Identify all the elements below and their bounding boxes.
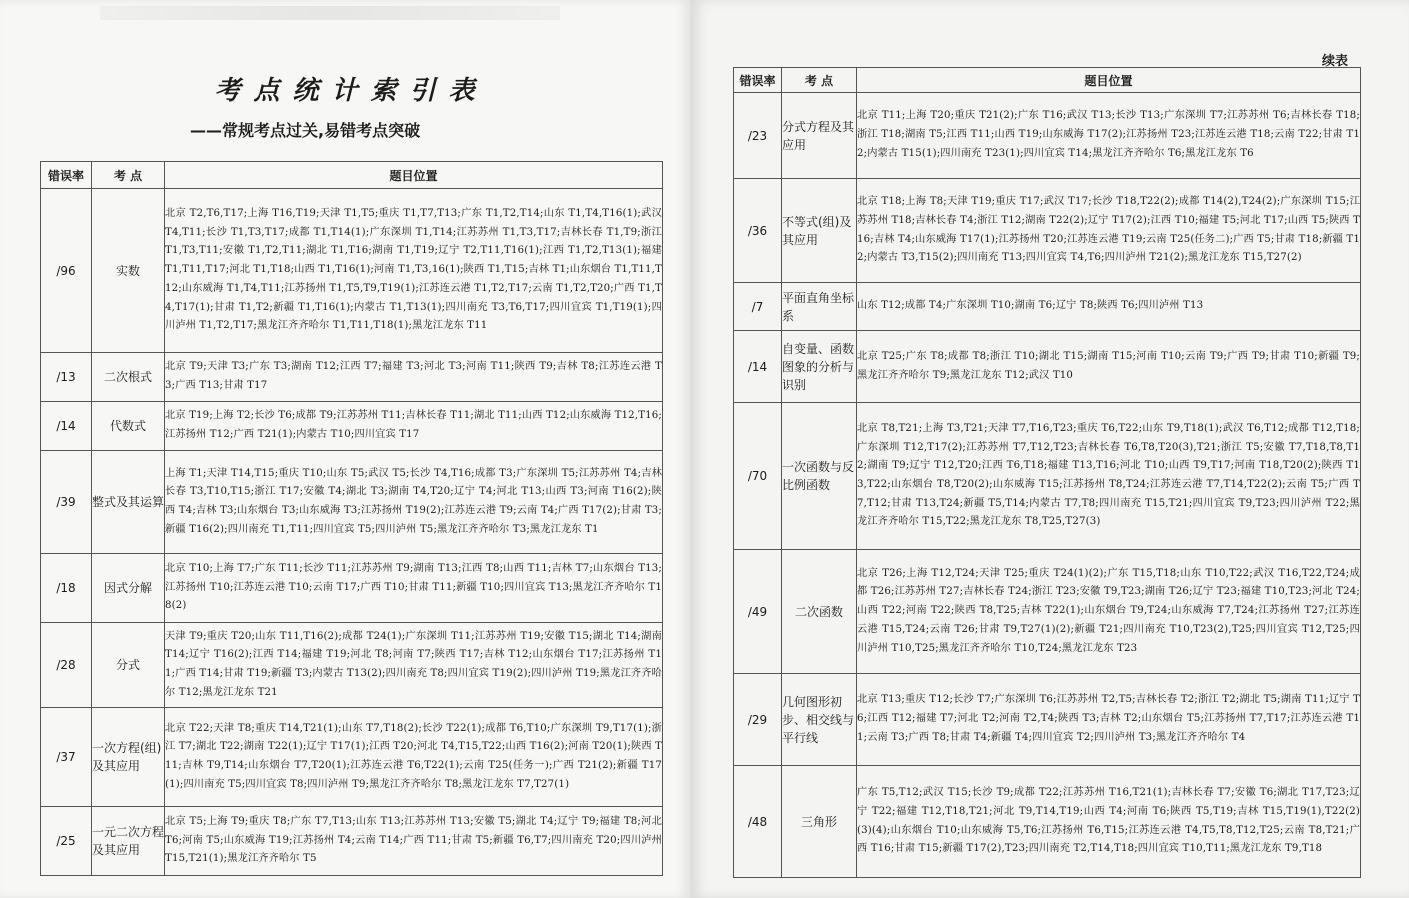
row-topic: 实数: [92, 189, 165, 353]
row-rate: /28: [41, 623, 92, 708]
row-positions: 北京 T9;天津 T3;广东 T3;湖南 T12;江西 T7;福建 T3;河北 T3;河南 T11;陕西 T9;吉林 T8;江苏连云港 T3;广西 T13;甘肃 T17: [165, 353, 663, 402]
row-topic: 几何图形初步、相交线与平行线: [782, 674, 857, 766]
table-row: [41, 554, 663, 623]
row-topic: 整式及其运算: [92, 451, 165, 554]
row-topic: 二次函数: [782, 550, 857, 674]
row-rate: /48: [734, 766, 782, 878]
row-topic: 分式方程及其应用: [782, 93, 857, 179]
table-row: [734, 766, 1361, 878]
row-positions: 北京 T13;重庆 T12;长沙 T7;广东深圳 T6;江苏苏州 T2,T5;吉林长春 T2;浙江 T2;湖北 T5;湖南 T11;辽宁 T6;江西 T12;福建 T7;河北 T2;河南 T2,T4;陕西 T3;吉林 T2;山东烟台 T5;江苏扬州 T7,T17;江苏连云港 T11;云南 T3;广西 T8;甘肃 T4;新疆 T4;四川宜宾 T2;四川泸州 T3;黑龙江齐齐哈尔 T4: [857, 674, 1361, 766]
row-positions: 山东 T12;成都 T4;广东深圳 T10;湖南 T6;辽宁 T8;陕西 T6;四川泸州 T13: [857, 283, 1361, 331]
row-positions: 天津 T9;重庆 T20;山东 T11,T16(2);成都 T24(1);广东深圳 T11;江苏苏州 T19;安徽 T15;湖北 T14;湖南 T14;辽宁 T16(2);江西 T14;福建 T19;河北 T8;河南 T7;陕西 T17;吉林 T12;山东烟台 T17;江苏扬州 T11;广西 T14;甘肃 T19;新疆 T3;内蒙古 T13(2);四川南充 T8;四川宜宾 T19(2);四川泸州 T19;黑龙江齐齐哈尔 T12;黑龙江龙东 T21: [165, 623, 663, 708]
row-topic: 一次方程(组)及其应用: [92, 708, 165, 807]
row-rate: /39: [41, 451, 92, 554]
row-positions: 北京 T18;上海 T8;天津 T19;重庆 T17;武汉 T17;长沙 T18,T22(2);成都 T14(2),T24(2);广东深圳 T15;江苏苏州 T18;吉林长春 T4;浙江 T12;湖南 T22(2);辽宁 T17(2);江西 T10;福建 T5;河北 T17;山西 T5;陕西 T16;吉林 T4;山东威海 T17(1);江苏扬州 T20;江苏连云港 T19;云南 T25(任务二);广西 T5;甘肃 T18;新疆 T12;内蒙古 T3,T15(2);四川南充 T13;四川宜宾 T4,T6;四川泸州 T21(2);黑龙江龙东 T15,T27(2): [857, 179, 1361, 283]
row-topic: 平面直角坐标系: [782, 283, 857, 331]
row-topic: 一次函数与反比例函数: [782, 403, 857, 550]
table-row: [734, 550, 1361, 674]
table-header-row: [41, 162, 663, 189]
row-topic: 分式: [92, 623, 165, 708]
row-rate: /49: [734, 550, 782, 674]
table-row: [41, 623, 663, 708]
header-rate: 错误率: [734, 68, 782, 93]
table-row: [734, 331, 1361, 403]
row-positions: 广东 T5,T12;武汉 T15;长沙 T9;成都 T22;江苏苏州 T16,T21(1);吉林长春 T7;安徽 T6;湖北 T17,T23;辽宁 T22;福建 T12,T18,T21;河北 T9,T14,T19;山西 T4;河南 T6;陕西 T5,T19;吉林 T15,T19(1),T22(2)(3)(4);山东烟台 T10;山东威海 T5,T6;江苏扬州 T6,T15;江苏连云港 T4,T5,T8,T12,T25;云南 T8,T21;广西 T16;甘肃 T15;新疆 T17(2),T23;四川南充 T2,T14,T18;四川宜宾 T10,T11;黑龙江龙东 T9,T18: [857, 766, 1361, 878]
table-row: [41, 451, 663, 554]
row-rate: /37: [41, 708, 92, 807]
row-rate: /36: [734, 179, 782, 283]
row-rate: /29: [734, 674, 782, 766]
page-subtitle: ——常规考点过关,易错考点突破: [190, 121, 421, 140]
row-positions: 北京 T22;天津 T8;重庆 T14,T21(1);山东 T7,T18(2);长沙 T22(1);成都 T6,T10;广东深圳 T9,T17(1);浙江 T7;湖北 T22;湖南 T22(1);辽宁 T17(1);江西 T20;河北 T4,T15,T22;山西 T16(2);河南 T20(1);陕西 T11;吉林 T9,T14;山东烟台 T7,T20(1);江苏连云港 T6,T22(1);云南 T25(任务一);广西 T21(2);新疆 T17(1);四川南充 T5;四川宜宾 T8;四川泸州 T9;黑龙江齐齐哈尔 T8;黑龙江龙东 T7,T27(1): [165, 708, 663, 807]
row-positions: 上海 T1;天津 T14,T15;重庆 T10;山东 T5;武汉 T5;长沙 T4,T16;成都 T3;广东深圳 T5;江苏苏州 T4;吉林长春 T3,T10,T15;浙江 T17;安徽 T4;湖北 T3;湖南 T4,T20;辽宁 T4;河北 T13;山西 T3;河南 T16(2);陕西 T4;吉林 T3;山东烟台 T3;山东威海 T3;江苏扬州 T19(2);江苏连云港 T9;云南 T4;广西 T17(2);甘肃 T3;新疆 T16(2);四川南充 T1,T11;四川宜宾 T5;四川泸州 T5;黑龙江齐齐哈尔 T3;黑龙江龙东 T1: [165, 451, 663, 554]
row-topic: 二次根式: [92, 353, 165, 402]
header-position: 题目位置: [857, 68, 1361, 93]
row-positions: 北京 T11;上海 T20;重庆 T21(2);广东 T16;武汉 T13;长沙 T13;广东深圳 T7;江苏苏州 T6;吉林长春 T18;浙江 T18;湖南 T5;江西 T11;山西 T19;山东威海 T17(2);江苏扬州 T23;江苏连云港 T18;云南 T22;甘肃 T12;内蒙古 T15(1);四川南充 T23(1);四川宜宾 T14;黑龙江齐齐哈尔 T6;黑龙江龙东 T6: [857, 93, 1361, 179]
table-row: [734, 674, 1361, 766]
row-rate: /23: [734, 93, 782, 179]
row-positions: 北京 T8,T21;上海 T3,T21;天津 T7,T16,T23;重庆 T6,T22;山东 T9,T18(1);武汉 T6,T12;成都 T12,T18;广东深圳 T12,T17(2);江苏苏州 T7,T12,T23;吉林长春 T6,T8,T20(3),T21;浙江 T5;安徽 T7,T18,T8,T12;湖南 T9;辽宁 T12,T20;江西 T6,T18;福建 T13,T16;河北 T10;山西 T9,T17;河南 T18,T20(2);陕西 T13,T22;山东烟台 T8,T20(2);山东威海 T15;江苏扬州 T8,T24;江苏连云港 T7,T14,T22(2);云南 T5;广西 T7,T12;甘肃 T13,T24;新疆 T5,T14;内蒙古 T7,T8;四川南充 T15,T21;四川宜宾 T9,T23;四川泸州 T22;黑龙江齐齐哈尔 T15,T22;黑龙江龙东 T8,T25,T27(3): [857, 403, 1361, 550]
row-topic: 代数式: [92, 402, 165, 451]
row-positions: 北京 T19;上海 T2;长沙 T6;成都 T9;江苏苏州 T11;吉林长春 T11;湖北 T11;山西 T12;山东威海 T12,T16;江苏扬州 T12;广西 T21(1);内蒙古 T10;四川宜宾 T17: [165, 402, 663, 451]
row-positions: 北京 T10;上海 T7;广东 T11;长沙 T11;江苏苏州 T9;湖南 T13;江西 T8;山西 T11;吉林 T7;山东烟台 T13;江苏扬州 T10;江苏连云港 T10;云南 T17;广西 T10;甘肃 T11;新疆 T10;四川宜宾 T13;黑龙江齐齐哈尔 T18(2): [165, 554, 663, 623]
table-row: [41, 353, 663, 402]
row-positions: 北京 T26;上海 T12,T24;天津 T25;重庆 T24(1)(2);广东 T15,T18;山东 T10,T22;武汉 T16,T22,T24;成都 T26;江苏苏州 T27;吉林长春 T24;浙江 T23;安徽 T9,T23;湖南 T26;辽宁 T23;福建 T10,T23;河北 T24;山西 T22;河南 T22;陕西 T8,T25;吉林 T22(1);山东烟台 T9,T24;山东威海 T7,T24;江苏扬州 T27;江苏连云港 T15,T24;云南 T26;甘肃 T9,T27(1)(2);新疆 T21;四川南充 T10,T23(2),T25;四川宜宾 T12,T25;四川泸州 T10,T25;黑龙江齐齐哈尔 T10,T24;黑龙江龙东 T23: [857, 550, 1361, 674]
header-position: 题目位置: [165, 162, 663, 189]
row-topic: 不等式(组)及其应用: [782, 179, 857, 283]
table-row: [41, 189, 663, 353]
table-row: [734, 283, 1361, 331]
table-row: [734, 93, 1361, 179]
row-topic: 自变量、函数图象的分析与识别: [782, 331, 857, 403]
row-topic: 三角形: [782, 766, 857, 878]
row-rate: /18: [41, 554, 92, 623]
row-positions: 北京 T25;广东 T8;成都 T8;浙江 T10;湖北 T15;湖南 T15;河南 T10;云南 T9;广西 T9;甘肃 T10;新疆 T9;黑龙江齐齐哈尔 T9;黑龙江龙东 T12;武汉 T10: [857, 331, 1361, 403]
row-topic: 一元二次方程及其应用: [92, 807, 165, 876]
table-row: [734, 403, 1361, 550]
page-title: 考点统计索引表: [214, 76, 488, 106]
table-header-row: [734, 68, 1361, 93]
row-positions: 北京 T5;上海 T9;重庆 T8;广东 T7,T13;山东 T13;江苏苏州 T13;安徽 T5;湖北 T4;辽宁 T9;福建 T8;河北 T6;河南 T5;山东威海 T19;江苏扬州 T4;云南 T14;广西 T11;甘肃 T5;新疆 T6,T7;四川南充 T20;四川泸州 T15,T21(1);黑龙江齐齐哈尔 T5: [165, 807, 663, 876]
row-rate: /14: [734, 331, 782, 403]
table-row: [734, 179, 1361, 283]
header-rate: 错误率: [41, 162, 92, 189]
row-rate: /7: [734, 283, 782, 331]
row-rate: /70: [734, 403, 782, 550]
row-topic: 因式分解: [92, 554, 165, 623]
table-row: [41, 807, 663, 876]
continued-label: 续表: [1322, 54, 1349, 69]
table-row: [41, 708, 663, 807]
table-row: [41, 402, 663, 451]
row-rate: /14: [41, 402, 92, 451]
bleed-through-shadow: [100, 6, 560, 20]
header-topic: 考 点: [782, 68, 857, 93]
index-table-left: [40, 161, 663, 876]
row-positions: 北京 T2,T6,T17;上海 T16,T19;天津 T1,T5;重庆 T1,T7,T13;广东 T1,T2,T14;山东 T1,T4,T16(1);武汉 T4,T11;长沙 T1,T3,T17;成都 T1,T14(1);广东深圳 T1,T14;江苏苏州 T1,T3,T17;吉林长春 T1,T9;浙江 T1,T3,T11;安徽 T1,T2,T11;湖北 T1,T16;湖南 T1,T19;辽宁 T2,T11,T16(1);江西 T1,T2,T13(1);福建 T1,T11,T17;河北 T1,T18;山西 T1,T16(1);河南 T1,T3,16(1);陕西 T1,T15;吉林 T1;山东烟台 T1,T11,T12;山东威海 T1,T4,T11;江苏扬州 T1,T5,T9,T19(1);江苏连云港 T1,T2,T17;云南 T1,T2,T20;广西 T1,T4,T17(1);甘肃 T1,T2;新疆 T1,T16(1);内蒙古 T1,T13(1);四川南充 T3,T6,T17;四川宜宾 T1,T19(1);四川泸州 T1,T2,T17;黑龙江齐齐哈尔 T1,T11,T18(1);黑龙江龙东 T11: [165, 189, 663, 353]
row-rate: /13: [41, 353, 92, 402]
header-topic: 考 点: [92, 162, 165, 189]
index-table-right: [733, 67, 1361, 878]
row-rate: /96: [41, 189, 92, 353]
row-rate: /25: [41, 807, 92, 876]
